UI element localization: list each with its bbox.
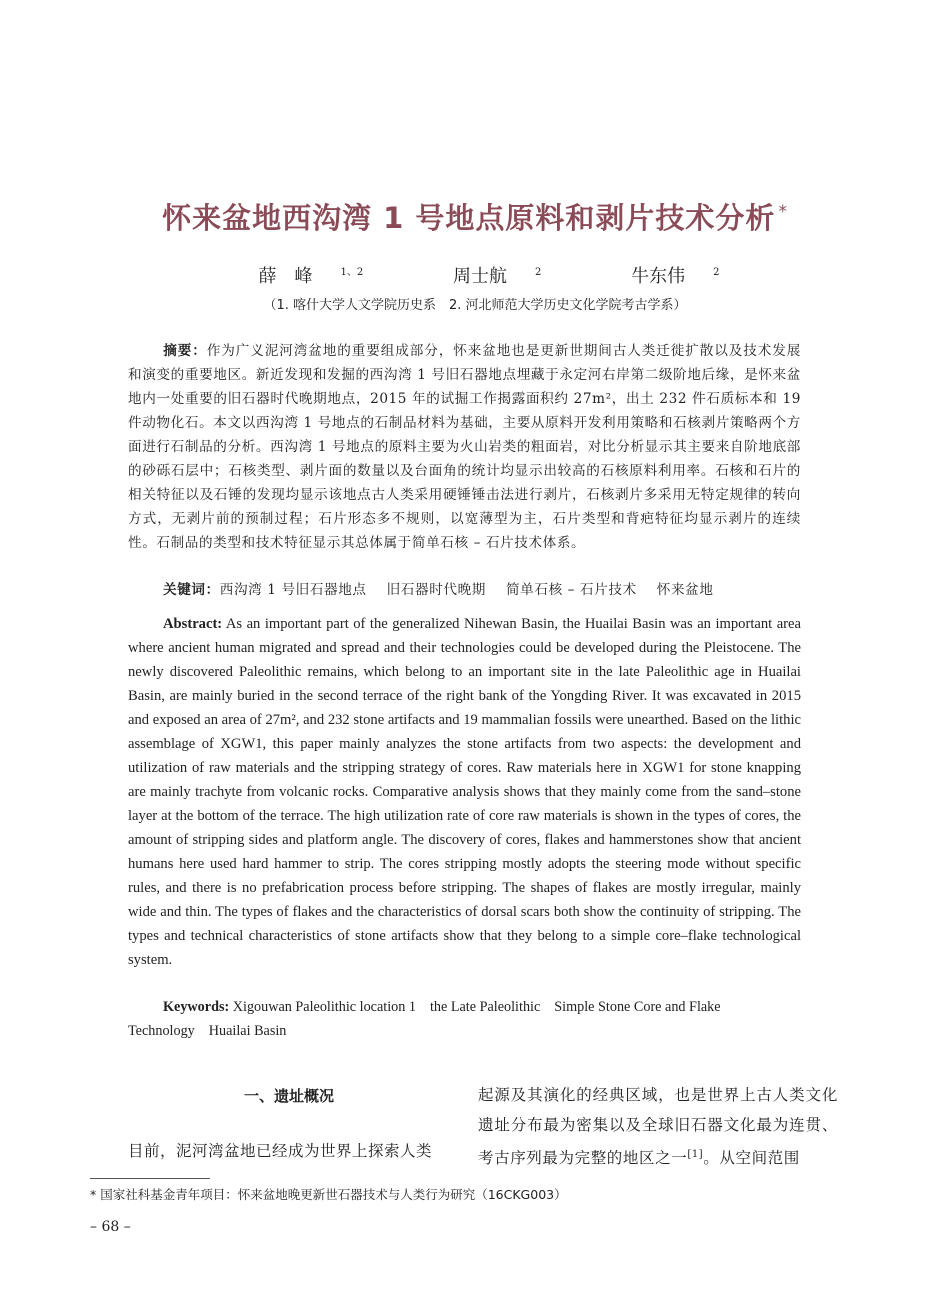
keyword: 西沟湾 1 号旧石器地点 <box>219 582 367 598</box>
section-heading: 一、遗址概况 <box>243 1087 334 1105</box>
keyword: the Late Paleolithic <box>429 999 541 1015</box>
title-footnote-mark: * <box>778 202 788 223</box>
keywords-english <box>128 995 801 1043</box>
keywords-chinese <box>163 578 803 602</box>
abstract-cn-label: 摘要： <box>163 343 207 359</box>
body-column-left <box>128 1080 450 1166</box>
author-name: 薛 峰 <box>258 266 313 287</box>
abstract-chinese <box>128 339 801 555</box>
author-affil: 2 <box>534 267 542 278</box>
keywords-en-label: Keywords: <box>163 999 230 1015</box>
author <box>603 266 719 287</box>
abstract-english <box>128 612 801 972</box>
footnote-rule <box>90 1178 210 1179</box>
author <box>425 266 541 287</box>
keyword: Xigouwan Paleolithic location 1 <box>232 999 416 1015</box>
body-text: 。从空间范围 <box>703 1149 800 1168</box>
author <box>231 266 364 287</box>
paper-title <box>0 196 950 237</box>
author-affil: 1、2 <box>340 267 364 278</box>
keyword: 怀来盆地 <box>656 582 714 598</box>
keyword: Simple Stone Core and Flake Technology <box>128 999 721 1039</box>
abstract-cn-text: 作为广义泥河湾盆地的重要组成部分，怀来盆地也是更新世期间古人类迁徙扩散以及技术发展和演变的重要地区。新近发现和发掘的西沟湾 1 号旧石器地点埋藏于永定河右岸第二级阶地后缘，是怀来盆地内一处重要的旧石器时代晚期地点，2015 年的试掘工作揭露面积约 27m²，出土 232 件石质标本和 19 件动物化石。本文以西沟湾 1 号地点的石制品材料为基础，主要从原料开发利用策略和石核剥片策略两个方面进行石制品的分析。西沟湾 1 号地点的原料主要为火山岩类的粗面岩，对比分析显示其主要来自阶地底部的砂砾石层中；石核类型、剥片面的数量以及台面角的统计均显示出较高的石核原料利用率。石核和石片的相关特征以及石锤的发现均显示该地点古人类采用硬锤锤击法进行剥片，石核剥片多采用无特定规律的转向方式，无剥片前的预制过程；石片形态多不规则，以宽薄型为主，石片类型和背疤特征均显示剥片的连续性。石制品的类型和技术特征显示其总体属于简单石核 – 石片技术体系。 <box>128 343 801 551</box>
citation-ref: [1] <box>687 1149 704 1160</box>
keyword: 简单石核 – 石片技术 <box>505 582 637 598</box>
keyword: Huailai Basin <box>208 1023 287 1039</box>
body-column-right <box>478 1080 838 1173</box>
paper-title-text: 怀来盆地西沟湾 1 号地点原料和剥片技术分析 <box>162 201 776 235</box>
page-number: – 68 – <box>90 1219 131 1235</box>
author-affil: 2 <box>713 267 720 278</box>
body-paragraph <box>128 1136 450 1166</box>
affiliations: （1. 喀什大学人文学院历史系 2. 河北师范大学历史文化学院考古学系） <box>263 298 687 313</box>
abstract-en-text: As an important part of the generalized Nihewan Basin, the Huailai Basin was an important area where ancient human migrated and spread and their technologies could be developed during the Pleistocene. The newly discovered Paleolithic remains, which belong to an important site in the late Paleolithic age in Huailai Basin, are mainly buried in the second terrace of the right bank of the Yongding River. It was excavated in 2015 and exposed an area of 27m², and 232 stone artifacts and 19 mammalian fossils were unearthed. Based on the lithic assemblage of XGW1, this paper mainly analyzes the stone artifacts from two aspects: the development and utilization of raw materials and the stripping strategy of cores. Raw materials here in XGW1 for stone knapping are mainly trachyte from volcanic rocks. Comparative analysis shows that they mainly come from the sand–stone layer at the bottom of the terrace. The high utilization rate of core raw materials is shown in the types of cores, the amount of stripping sides and platform angle. The discovery of cores, flakes and hammerstones show that ancient humans here used hard hammer to strip. The cores stripping mostly adopts the steering mode without specific rules, and there is no prefabrication process before stripping. The shapes of flakes are mostly irregular, mainly wide and thin. The types of flakes and the characteristics of dorsal scars both show the continuity of stripping. The types and technical characteristics of stone artifacts show that they belong to a simple core–flake technological system. <box>128 616 801 968</box>
footnote: * 国家社科基金青年项目：怀来盆地晚更新世石器技术与人类行为研究（16CKG003） <box>90 1187 567 1202</box>
keywords-cn-label: 关键词： <box>163 582 220 598</box>
author-name: 周士航 <box>452 266 507 287</box>
body-text: 目前，泥河湾盆地已经成为世界上探索人类 <box>128 1142 433 1160</box>
abstract-en-label: Abstract: <box>163 616 223 632</box>
author-name: 牛东伟 <box>631 266 686 287</box>
keyword: 旧石器时代晚期 <box>386 582 486 598</box>
body-text: 起源及其演化的经典区域，也是世界上古人类文化遗址分布最为密集以及全球旧石器文化最为连贯、考古序列最为完整的地区之一 <box>478 1086 838 1168</box>
author-list <box>0 262 950 288</box>
